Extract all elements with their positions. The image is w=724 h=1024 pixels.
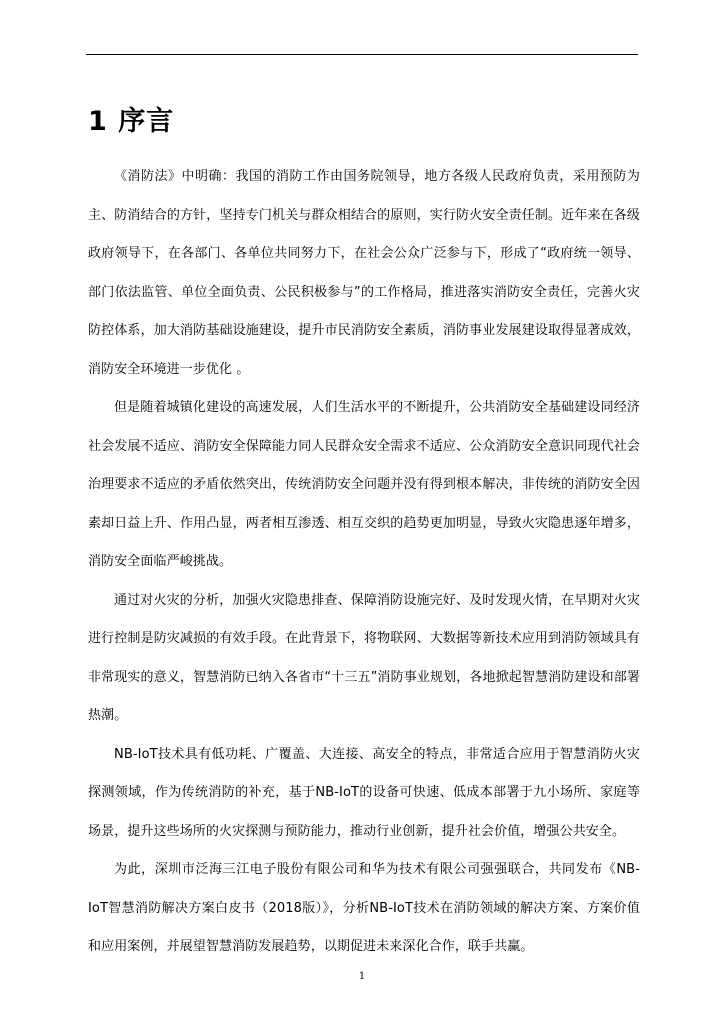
section-number: 1 (88, 106, 108, 137)
page-number: 1 (358, 971, 366, 982)
section-heading (88, 104, 174, 140)
paragraph-4: NB-IoT技术具有低功耗、广覆盖、大连接、高安全的特点，非常适合应用于智慧消防火灾探测领域，作为传统消防的补充，基于NB-IoT的设备可快速、低成本部署于九小场所、家庭等场景，提升这些场所的火灾探测与预防能力，推动行业创新，提升社会价值，增强公共安全。 (88, 746, 640, 839)
paragraph-5: 为此，深圳市泛海三江电子股份有限公司和华为技术有限公司强强联合，共同发布《NB-IoT智慧消防解决方案白皮书（2018版）》，分析NB-IoT技术在消防领域的解决方案、方案价值和应用案例，并展望智慧消防发展趋势，以期促进未来深化合作，联手共赢。 (88, 862, 640, 954)
section-title: 序言 (118, 106, 175, 137)
paragraph-1: 《消防法》中明确：我国的消防工作由国务院领导，地方各级人民政府负责，采用预防为主、防消结合的方针，坚持专门机关与群众相结合的原则，实行防火安全责任制。近年来在各级政府领导下，在各部门、各单位共同努力下，在社会公众广泛参与下，形成了“政府统一领导、部门依法监管、单位全面负责、公民积极参与”的工作格局，推进落实消防安全责任，完善火灾防控体系，加大消防基础设施建设，提升市民消防安全素质，消防事业发展建设取得显著成效，消防安全环境进一步优化 。 (88, 169, 640, 377)
body-text (88, 158, 640, 967)
paragraph-2: 但是随着城镇化建设的高速发展，人们生活水平的不断提升，公共消防安全基础建设同经济社会发展不适应、消防安全保障能力同人民群众安全需求不适应、公众消防安全意识同现代社会治理要求不适应的矛盾依然突出，传统消防安全问题并没有得到根本解决，非传统的消防安全因素却日益上升、作用凸显，两者相互渗透、相互交织的趋势更加明显，导致火灾隐患逐年增多，消防安全面临严峻挑战。 (88, 400, 640, 569)
paragraph-3: 通过对火灾的分析，加强火灾隐患排查、保障消防设施完好、及时发现火情，在早期对火灾进行控制是防灾减损的有效手段。在此背景下，将物联网、大数据等新技术应用到消防领域具有非常现实的意义，智慧消防已纳入各省市“十三五”消防事业规划，各地掀起智慧消防建设和部署热潮。 (88, 592, 640, 723)
header-rule (86, 54, 638, 55)
